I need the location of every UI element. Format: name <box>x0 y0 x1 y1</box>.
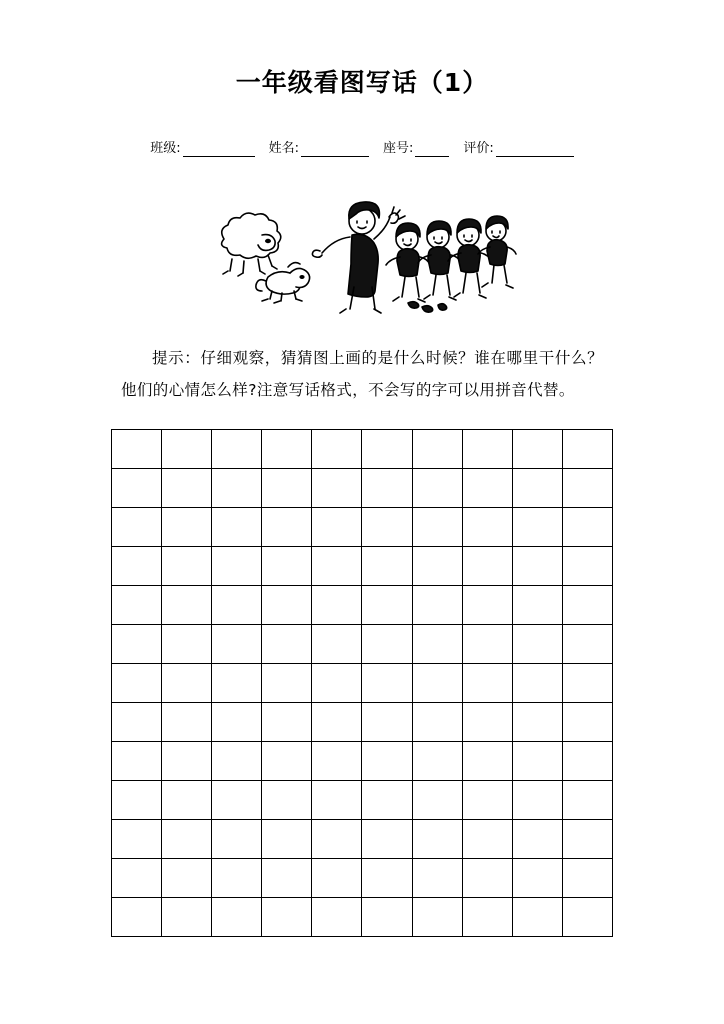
writing-grid-cell[interactable] <box>362 468 412 507</box>
teacher-and-children-with-sheep-icon <box>202 181 522 321</box>
writing-grid-cell[interactable] <box>262 585 312 624</box>
writing-grid-cell[interactable] <box>562 819 612 858</box>
writing-grid-cell[interactable] <box>562 780 612 819</box>
writing-grid-cell[interactable] <box>412 624 462 663</box>
writing-grid-cell[interactable] <box>362 858 412 897</box>
field-evaluation <box>463 142 573 157</box>
field-seat-number-label: 座号: <box>383 141 414 156</box>
writing-grid-cell[interactable] <box>512 819 562 858</box>
writing-grid-row <box>112 702 613 741</box>
writing-grid-cell[interactable] <box>412 507 462 546</box>
field-name-label: 姓名: <box>268 141 299 156</box>
writing-grid[interactable] <box>111 429 613 937</box>
field-name <box>269 142 369 157</box>
writing-grid-cell[interactable] <box>212 663 262 702</box>
writing-grid-cell[interactable] <box>112 624 162 663</box>
writing-grid-row <box>112 858 613 897</box>
writing-grid-cell[interactable] <box>412 429 462 468</box>
writing-grid-cell[interactable] <box>312 468 362 507</box>
writing-grid-row <box>112 429 613 468</box>
writing-grid-cell[interactable] <box>362 546 412 585</box>
writing-grid-cell[interactable] <box>112 663 162 702</box>
writing-grid-cell[interactable] <box>162 546 212 585</box>
writing-grid-cell[interactable] <box>262 546 312 585</box>
writing-grid-cell[interactable] <box>562 585 612 624</box>
writing-grid-cell[interactable] <box>262 507 312 546</box>
prompt-text: 提示：仔细观察，猜猜图上画的是什么时候？谁在哪里干什么？他们的心情怎么样?注意写话格式，不会写的字可以用拼音代替。 <box>121 349 603 399</box>
writing-grid-cell[interactable] <box>462 702 512 741</box>
writing-grid-cell[interactable] <box>112 546 162 585</box>
writing-grid-cell[interactable] <box>212 468 262 507</box>
writing-grid-cell[interactable] <box>512 858 562 897</box>
writing-grid-cell[interactable] <box>462 858 512 897</box>
writing-grid-cell[interactable] <box>362 780 412 819</box>
writing-grid-cell[interactable] <box>162 663 212 702</box>
writing-grid-row <box>112 624 613 663</box>
writing-grid-cell[interactable] <box>112 507 162 546</box>
writing-grid-cell[interactable] <box>112 897 162 936</box>
writing-grid-cell[interactable] <box>362 819 412 858</box>
field-evaluation-input[interactable] <box>496 143 574 157</box>
writing-grid-cell[interactable] <box>112 468 162 507</box>
writing-grid-cell[interactable] <box>462 546 512 585</box>
writing-grid-cell[interactable] <box>112 819 162 858</box>
writing-grid-cell[interactable] <box>412 858 462 897</box>
writing-grid-cell[interactable] <box>412 897 462 936</box>
writing-grid-row <box>112 897 613 936</box>
writing-grid-cell[interactable] <box>512 741 562 780</box>
writing-grid-row <box>112 468 613 507</box>
writing-grid-cell[interactable] <box>312 507 362 546</box>
writing-grid-cell[interactable] <box>362 507 412 546</box>
writing-grid-cell[interactable] <box>312 624 362 663</box>
writing-grid-cell[interactable] <box>312 780 362 819</box>
writing-grid-cell[interactable] <box>362 624 412 663</box>
writing-grid-cell[interactable] <box>112 429 162 468</box>
writing-grid-cell[interactable] <box>462 741 512 780</box>
writing-grid-cell[interactable] <box>212 819 262 858</box>
writing-grid-cell[interactable] <box>112 858 162 897</box>
writing-grid-cell[interactable] <box>162 468 212 507</box>
writing-grid-cell[interactable] <box>312 663 362 702</box>
writing-grid-cell[interactable] <box>162 819 212 858</box>
writing-grid-cell[interactable] <box>562 624 612 663</box>
writing-grid-cell[interactable] <box>512 663 562 702</box>
writing-grid-cell[interactable] <box>412 780 462 819</box>
writing-grid-cell[interactable] <box>212 546 262 585</box>
writing-grid-cell[interactable] <box>312 858 362 897</box>
writing-grid-cell[interactable] <box>262 468 312 507</box>
writing-grid-cell[interactable] <box>412 663 462 702</box>
writing-grid-cell[interactable] <box>312 429 362 468</box>
writing-grid-cell[interactable] <box>162 741 212 780</box>
writing-grid-cell[interactable] <box>212 780 262 819</box>
writing-grid-row <box>112 819 613 858</box>
writing-grid-cell[interactable] <box>462 585 512 624</box>
writing-grid-cell[interactable] <box>262 858 312 897</box>
writing-grid-cell[interactable] <box>262 663 312 702</box>
writing-grid-cell[interactable] <box>262 741 312 780</box>
writing-grid-cell[interactable] <box>412 546 462 585</box>
writing-grid-row <box>112 546 613 585</box>
writing-grid-cell[interactable] <box>212 585 262 624</box>
writing-grid-cell[interactable] <box>312 897 362 936</box>
writing-grid-cell[interactable] <box>312 546 362 585</box>
writing-grid-cell[interactable] <box>512 624 562 663</box>
writing-grid-cell[interactable] <box>412 468 462 507</box>
writing-grid-cell[interactable] <box>162 858 212 897</box>
writing-grid-cell[interactable] <box>112 585 162 624</box>
writing-grid-cell[interactable] <box>312 741 362 780</box>
writing-grid-cell[interactable] <box>512 546 562 585</box>
field-class-label: 班级: <box>150 141 181 156</box>
writing-grid-cell[interactable] <box>212 429 262 468</box>
writing-grid-cell[interactable] <box>162 429 212 468</box>
writing-grid-cell[interactable] <box>162 702 212 741</box>
writing-grid-cell[interactable] <box>462 429 512 468</box>
writing-grid-cell[interactable] <box>362 663 412 702</box>
writing-grid-cell[interactable] <box>412 819 462 858</box>
writing-grid-cell[interactable] <box>312 819 362 858</box>
writing-grid-cell[interactable] <box>362 897 412 936</box>
writing-grid-cell[interactable] <box>512 702 562 741</box>
writing-grid-cell[interactable] <box>562 741 612 780</box>
writing-grid-cell[interactable] <box>362 741 412 780</box>
writing-grid-cell[interactable] <box>562 858 612 897</box>
writing-grid-cell[interactable] <box>262 624 312 663</box>
writing-grid-container <box>111 429 613 937</box>
writing-grid-cell[interactable] <box>462 624 512 663</box>
field-evaluation-label: 评价: <box>463 141 494 156</box>
writing-grid-cell[interactable] <box>462 507 512 546</box>
writing-grid-row <box>112 780 613 819</box>
field-seat-number <box>383 142 449 157</box>
writing-grid-cell[interactable] <box>562 702 612 741</box>
writing-grid-cell[interactable] <box>562 507 612 546</box>
student-info-row <box>0 142 724 157</box>
writing-grid-cell[interactable] <box>262 897 312 936</box>
writing-grid-cell[interactable] <box>462 780 512 819</box>
writing-grid-cell[interactable] <box>462 663 512 702</box>
field-class-input[interactable] <box>183 143 255 157</box>
writing-grid-cell[interactable] <box>462 897 512 936</box>
writing-grid-cell[interactable] <box>512 897 562 936</box>
writing-grid-cell[interactable] <box>562 468 612 507</box>
writing-grid-cell[interactable] <box>112 702 162 741</box>
writing-grid-cell[interactable] <box>512 585 562 624</box>
writing-grid-cell[interactable] <box>412 702 462 741</box>
writing-grid-row <box>112 585 613 624</box>
writing-grid-cell[interactable] <box>112 780 162 819</box>
writing-grid-cell[interactable] <box>262 819 312 858</box>
writing-grid-cell[interactable] <box>262 429 312 468</box>
page-title: 一年级看图写话（1） <box>235 68 489 97</box>
field-name-input[interactable] <box>301 143 369 157</box>
writing-grid-cell[interactable] <box>562 663 612 702</box>
writing-grid-row <box>112 663 613 702</box>
writing-grid-cell[interactable] <box>162 780 212 819</box>
writing-grid-cell[interactable] <box>162 507 212 546</box>
writing-grid-cell[interactable] <box>362 702 412 741</box>
writing-grid-cell[interactable] <box>362 429 412 468</box>
writing-grid-cell[interactable] <box>462 468 512 507</box>
writing-grid-cell[interactable] <box>512 429 562 468</box>
writing-grid-cell[interactable] <box>312 585 362 624</box>
illustration-container <box>0 181 724 321</box>
writing-grid-row <box>112 507 613 546</box>
writing-grid-cell[interactable] <box>312 702 362 741</box>
field-class <box>150 142 254 157</box>
writing-grid-cell[interactable] <box>212 702 262 741</box>
field-seat-number-input[interactable] <box>415 143 449 157</box>
writing-grid-cell[interactable] <box>212 507 262 546</box>
writing-grid-cell[interactable] <box>212 741 262 780</box>
writing-grid-row <box>112 741 613 780</box>
writing-grid-cell[interactable] <box>512 468 562 507</box>
writing-grid-cell[interactable] <box>562 429 612 468</box>
writing-grid-cell[interactable] <box>262 780 312 819</box>
writing-grid-cell[interactable] <box>162 585 212 624</box>
writing-grid-cell[interactable] <box>512 780 562 819</box>
writing-grid-cell[interactable] <box>412 741 462 780</box>
writing-grid-cell[interactable] <box>162 624 212 663</box>
writing-grid-cell[interactable] <box>412 585 462 624</box>
writing-grid-cell[interactable] <box>362 585 412 624</box>
writing-grid-cell[interactable] <box>262 702 312 741</box>
writing-grid-cell[interactable] <box>212 897 262 936</box>
writing-grid-cell[interactable] <box>462 819 512 858</box>
writing-grid-cell[interactable] <box>512 507 562 546</box>
writing-grid-cell[interactable] <box>162 897 212 936</box>
writing-grid-cell[interactable] <box>562 546 612 585</box>
writing-grid-cell[interactable] <box>212 624 262 663</box>
writing-grid-cell[interactable] <box>112 741 162 780</box>
writing-grid-cell[interactable] <box>562 897 612 936</box>
writing-grid-cell[interactable] <box>212 858 262 897</box>
